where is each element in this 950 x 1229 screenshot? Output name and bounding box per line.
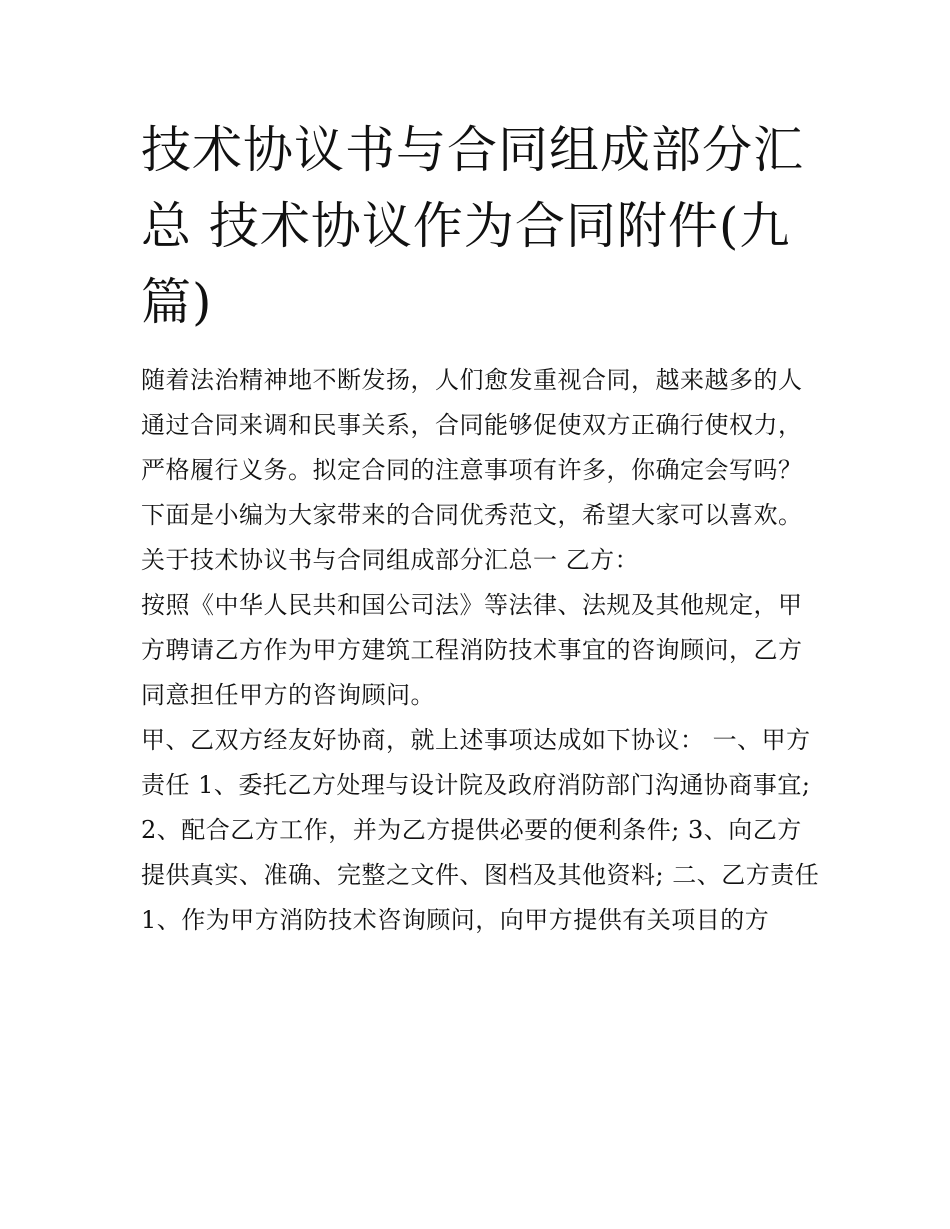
- paragraph-intro: 随着法治精神地不断发扬，人们愈发重视合同，越来越多的人通过合同来调和民事关系，合同能够促使双方正确行使权力，严格履行义务。拟定合同的注意事项有许多，你确定会写吗？下面是小编为大家带来的合同优秀范文，希望大家可以喜欢。: [141, 366, 803, 529]
- paragraph-agreement-party-a: 甲、乙双方经友好协商，就上述事项达成如下协议： 一、甲方责任 1、委托乙方处理与设计院及政府消防部门沟通协商事宜;: [141, 726, 811, 799]
- document-body: [141, 358, 821, 943]
- document-title: 技术协议书与合同组成部分汇总 技术协议作为合同附件(九篇): [141, 121, 804, 331]
- paragraph-party-a-duties: 2、配合乙方工作，并为乙方提供必要的便利条件; 3、向乙方提供真实、准确、完整之文件、图档及其他资料; 二、乙方责任: [141, 816, 820, 889]
- paragraph-section-heading: 关于技术协议书与合同组成部分汇总一 乙方：: [141, 546, 640, 574]
- document-page: [141, 112, 821, 943]
- paragraph-appointment: 按照《中华人民共和国公司法》等法律、法规及其他规定，甲方聘请乙方作为甲方建筑工程消防技术事宜的咨询顾问，乙方同意担任甲方的咨询顾问。: [141, 591, 803, 709]
- paragraph-party-b-duties: 1、作为甲方消防技术咨询顾问，向甲方提供有关项目的方: [141, 906, 770, 934]
